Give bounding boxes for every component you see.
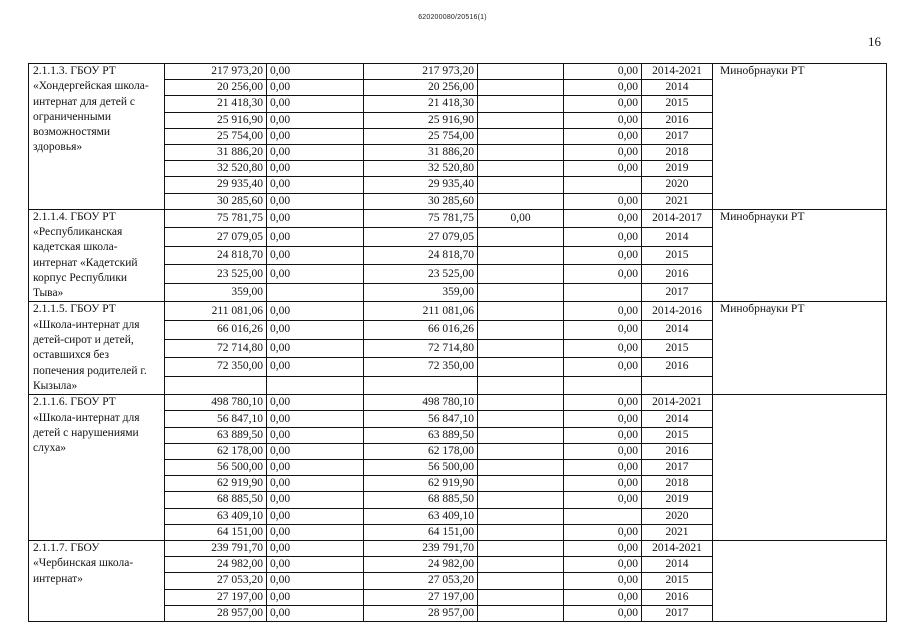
column-2-cell: 0,00 — [267, 557, 364, 573]
year-cell: 2014 — [642, 228, 713, 247]
column-3-cell: 68 885,50 — [364, 492, 478, 508]
year-cell: 2015 — [642, 96, 713, 112]
column-2-cell: 0,00 — [267, 540, 364, 556]
column-4-cell — [478, 64, 564, 80]
column-4-cell: 0,00 — [478, 209, 564, 228]
responsible-cell — [713, 395, 887, 541]
column-3-cell — [364, 376, 478, 395]
total-cell: 23 525,00 — [165, 265, 267, 284]
column-3-cell: 27 053,20 — [364, 573, 478, 589]
total-cell: 24 818,70 — [165, 246, 267, 265]
column-5-cell: 0,00 — [564, 209, 642, 228]
column-3-cell: 27 079,05 — [364, 228, 478, 247]
year-cell: 2014-2017 — [642, 209, 713, 228]
column-4-cell — [478, 228, 564, 247]
column-4-cell — [478, 557, 564, 573]
column-2-cell: 0,00 — [267, 443, 364, 459]
column-3-cell: 498 780,10 — [364, 395, 478, 411]
column-3-cell: 75 781,75 — [364, 209, 478, 228]
table-row — [29, 395, 887, 411]
column-4-cell — [478, 589, 564, 605]
column-3-cell: 72 714,80 — [364, 339, 478, 358]
column-3-cell: 24 982,00 — [364, 557, 478, 573]
column-3-cell: 66 016,26 — [364, 321, 478, 340]
column-2-cell — [267, 283, 364, 302]
column-4-cell — [478, 358, 564, 377]
column-4-cell — [478, 144, 564, 160]
year-cell: 2017 — [642, 460, 713, 476]
responsible-cell: Минобрнауки РТ — [713, 64, 887, 210]
year-cell: 2017 — [642, 283, 713, 302]
total-cell: 27 053,20 — [165, 573, 267, 589]
column-5-cell: 0,00 — [564, 358, 642, 377]
column-5-cell: 0,00 — [564, 96, 642, 112]
total-cell: 21 418,30 — [165, 96, 267, 112]
column-2-cell: 0,00 — [267, 112, 364, 128]
budget-table — [28, 63, 887, 622]
column-3-cell: 29 935,40 — [364, 177, 478, 193]
institution-name-cell: 2.1.1.5. ГБОУ РТ «Школа-интернат для детей-сирот и детей, оставшихся без попечения родителей г. Кызыла» — [29, 302, 165, 395]
column-5-cell: 0,00 — [564, 112, 642, 128]
institution-name-cell: 2.1.1.4. ГБОУ РТ «Республиканская кадетская школа-интернат «Кадетский корпус Республики Тыва» — [29, 209, 165, 302]
year-cell — [642, 376, 713, 395]
column-4-cell — [478, 573, 564, 589]
column-3-cell: 64 151,00 — [364, 524, 478, 540]
column-5-cell: 0,00 — [564, 321, 642, 340]
column-3-cell: 27 197,00 — [364, 589, 478, 605]
column-4-cell — [478, 193, 564, 209]
column-5-cell: 0,00 — [564, 80, 642, 96]
column-2-cell: 0,00 — [267, 573, 364, 589]
total-cell: 66 016,26 — [165, 321, 267, 340]
total-cell — [165, 376, 267, 395]
column-2-cell: 0,00 — [267, 395, 364, 411]
total-cell: 62 178,00 — [165, 443, 267, 459]
year-cell: 2021 — [642, 193, 713, 209]
column-2-cell: 0,00 — [267, 96, 364, 112]
column-3-cell: 217 973,20 — [364, 64, 478, 80]
year-cell: 2014-2021 — [642, 395, 713, 411]
column-5-cell: 0,00 — [564, 589, 642, 605]
year-cell: 2014 — [642, 557, 713, 573]
column-5-cell: 0,00 — [564, 443, 642, 459]
column-3-cell: 56 847,10 — [364, 411, 478, 427]
column-5-cell: 0,00 — [564, 64, 642, 80]
column-4-cell — [478, 460, 564, 476]
column-5-cell: 0,00 — [564, 302, 642, 321]
column-4-cell — [478, 302, 564, 321]
total-cell: 28 957,00 — [165, 605, 267, 621]
responsible-cell: Минобрнауки РТ — [713, 302, 887, 395]
column-5-cell: 0,00 — [564, 460, 642, 476]
total-cell: 56 847,10 — [165, 411, 267, 427]
column-4-cell — [478, 96, 564, 112]
year-cell: 2017 — [642, 128, 713, 144]
total-cell: 217 973,20 — [165, 64, 267, 80]
column-4-cell — [478, 540, 564, 556]
column-5-cell: 0,00 — [564, 339, 642, 358]
column-4-cell — [478, 161, 564, 177]
column-4-cell — [478, 321, 564, 340]
total-cell: 24 982,00 — [165, 557, 267, 573]
year-cell: 2016 — [642, 443, 713, 459]
column-2-cell: 0,00 — [267, 427, 364, 443]
total-cell: 359,00 — [165, 283, 267, 302]
column-2-cell: 0,00 — [267, 605, 364, 621]
column-2-cell: 0,00 — [267, 265, 364, 284]
column-4-cell — [478, 492, 564, 508]
column-2-cell: 0,00 — [267, 339, 364, 358]
column-5-cell: 0,00 — [564, 557, 642, 573]
column-3-cell: 30 285,60 — [364, 193, 478, 209]
total-cell: 211 081,06 — [165, 302, 267, 321]
column-5-cell: 0,00 — [564, 161, 642, 177]
column-3-cell: 28 957,00 — [364, 605, 478, 621]
total-cell: 30 285,60 — [165, 193, 267, 209]
total-cell: 56 500,00 — [165, 460, 267, 476]
year-cell: 2021 — [642, 524, 713, 540]
column-5-cell: 0,00 — [564, 427, 642, 443]
column-2-cell: 0,00 — [267, 64, 364, 80]
year-cell: 2020 — [642, 508, 713, 524]
column-2-cell: 0,00 — [267, 80, 364, 96]
column-3-cell: 62 178,00 — [364, 443, 478, 459]
column-5-cell — [564, 508, 642, 524]
column-3-cell: 31 886,20 — [364, 144, 478, 160]
column-3-cell: 56 500,00 — [364, 460, 478, 476]
column-2-cell: 0,00 — [267, 193, 364, 209]
year-cell: 2015 — [642, 246, 713, 265]
column-4-cell — [478, 605, 564, 621]
column-3-cell: 72 350,00 — [364, 358, 478, 377]
total-cell: 27 079,05 — [165, 228, 267, 247]
column-2-cell: 0,00 — [267, 411, 364, 427]
column-4-cell — [478, 265, 564, 284]
column-5-cell: 0,00 — [564, 573, 642, 589]
column-3-cell: 24 818,70 — [364, 246, 478, 265]
column-5-cell — [564, 376, 642, 395]
column-2-cell: 0,00 — [267, 177, 364, 193]
column-4-cell — [478, 411, 564, 427]
column-4-cell — [478, 376, 564, 395]
column-2-cell: 0,00 — [267, 161, 364, 177]
year-cell: 2014-2021 — [642, 64, 713, 80]
column-5-cell: 0,00 — [564, 265, 642, 284]
responsible-cell: Минобрнауки РТ — [713, 209, 887, 302]
page-number: 16 — [868, 34, 881, 49]
year-cell: 2016 — [642, 358, 713, 377]
column-4-cell — [478, 80, 564, 96]
column-4-cell — [478, 395, 564, 411]
column-3-cell: 62 919,90 — [364, 476, 478, 492]
total-cell: 20 256,00 — [165, 80, 267, 96]
year-cell: 2014 — [642, 80, 713, 96]
column-5-cell: 0,00 — [564, 524, 642, 540]
column-4-cell — [478, 443, 564, 459]
column-3-cell: 25 916,90 — [364, 112, 478, 128]
column-5-cell: 0,00 — [564, 395, 642, 411]
total-cell: 498 780,10 — [165, 395, 267, 411]
total-cell: 64 151,00 — [165, 524, 267, 540]
column-2-cell: 0,00 — [267, 524, 364, 540]
column-3-cell: 20 256,00 — [364, 80, 478, 96]
year-cell: 2015 — [642, 339, 713, 358]
year-cell: 2020 — [642, 177, 713, 193]
column-5-cell: 0,00 — [564, 228, 642, 247]
column-4-cell — [478, 339, 564, 358]
column-2-cell: 0,00 — [267, 144, 364, 160]
column-3-cell: 63 409,10 — [364, 508, 478, 524]
year-cell: 2018 — [642, 144, 713, 160]
column-2-cell: 0,00 — [267, 476, 364, 492]
column-4-cell — [478, 112, 564, 128]
column-2-cell: 0,00 — [267, 508, 364, 524]
table-row — [29, 209, 887, 228]
column-2-cell: 0,00 — [267, 228, 364, 247]
column-5-cell: 0,00 — [564, 144, 642, 160]
column-3-cell: 21 418,30 — [364, 96, 478, 112]
year-cell: 2017 — [642, 605, 713, 621]
column-3-cell: 211 081,06 — [364, 302, 478, 321]
total-cell: 239 791,70 — [165, 540, 267, 556]
total-cell: 68 885,50 — [165, 492, 267, 508]
column-4-cell — [478, 283, 564, 302]
table-row — [29, 540, 887, 556]
column-5-cell: 0,00 — [564, 411, 642, 427]
column-2-cell: 0,00 — [267, 358, 364, 377]
year-cell: 2014-2021 — [642, 540, 713, 556]
total-cell: 25 754,00 — [165, 128, 267, 144]
year-cell: 2019 — [642, 161, 713, 177]
year-cell: 2014 — [642, 411, 713, 427]
column-4-cell — [478, 128, 564, 144]
column-3-cell: 25 754,00 — [364, 128, 478, 144]
column-4-cell — [478, 508, 564, 524]
column-2-cell: 0,00 — [267, 321, 364, 340]
column-5-cell: 0,00 — [564, 605, 642, 621]
total-cell: 31 886,20 — [165, 144, 267, 160]
year-cell: 2015 — [642, 573, 713, 589]
total-cell: 63 889,50 — [165, 427, 267, 443]
column-2-cell — [267, 376, 364, 395]
column-4-cell — [478, 524, 564, 540]
total-cell: 29 935,40 — [165, 177, 267, 193]
column-3-cell: 239 791,70 — [364, 540, 478, 556]
total-cell: 25 916,90 — [165, 112, 267, 128]
year-cell: 2016 — [642, 265, 713, 284]
year-cell: 2018 — [642, 476, 713, 492]
table-body — [29, 64, 887, 622]
table-row — [29, 64, 887, 80]
column-2-cell: 0,00 — [267, 302, 364, 321]
column-3-cell: 359,00 — [364, 283, 478, 302]
total-cell: 72 350,00 — [165, 358, 267, 377]
year-cell: 2014-2016 — [642, 302, 713, 321]
column-4-cell — [478, 177, 564, 193]
column-2-cell: 0,00 — [267, 128, 364, 144]
column-5-cell: 0,00 — [564, 128, 642, 144]
column-2-cell: 0,00 — [267, 209, 364, 228]
column-4-cell — [478, 476, 564, 492]
year-cell: 2014 — [642, 321, 713, 340]
year-cell: 2016 — [642, 112, 713, 128]
total-cell: 72 714,80 — [165, 339, 267, 358]
column-5-cell: 0,00 — [564, 540, 642, 556]
institution-name-cell: 2.1.1.3. ГБОУ РТ «Хондергейская школа-интернат для детей с ограниченными возможностями здоровья» — [29, 64, 165, 210]
institution-name-cell: 2.1.1.6. ГБОУ РТ «Школа-интернат для детей с нарушениями слуха» — [29, 395, 165, 541]
year-cell: 2019 — [642, 492, 713, 508]
column-5-cell: 0,00 — [564, 476, 642, 492]
column-2-cell: 0,00 — [267, 492, 364, 508]
column-5-cell — [564, 283, 642, 302]
document-id: 620200080/20516(1) — [418, 14, 487, 21]
total-cell: 32 520,80 — [165, 161, 267, 177]
column-4-cell — [478, 246, 564, 265]
column-5-cell — [564, 177, 642, 193]
column-5-cell: 0,00 — [564, 492, 642, 508]
column-3-cell: 32 520,80 — [364, 161, 478, 177]
total-cell: 63 409,10 — [165, 508, 267, 524]
column-5-cell: 0,00 — [564, 193, 642, 209]
responsible-cell — [713, 540, 887, 621]
column-3-cell: 23 525,00 — [364, 265, 478, 284]
institution-name-cell: 2.1.1.7. ГБОУ «Чербинская школа-интернат» — [29, 540, 165, 621]
column-5-cell: 0,00 — [564, 246, 642, 265]
column-4-cell — [478, 427, 564, 443]
column-3-cell: 63 889,50 — [364, 427, 478, 443]
total-cell: 75 781,75 — [165, 209, 267, 228]
total-cell: 62 919,90 — [165, 476, 267, 492]
column-2-cell: 0,00 — [267, 460, 364, 476]
column-2-cell: 0,00 — [267, 246, 364, 265]
total-cell: 27 197,00 — [165, 589, 267, 605]
year-cell: 2015 — [642, 427, 713, 443]
table-row — [29, 302, 887, 321]
column-2-cell: 0,00 — [267, 589, 364, 605]
year-cell: 2016 — [642, 589, 713, 605]
